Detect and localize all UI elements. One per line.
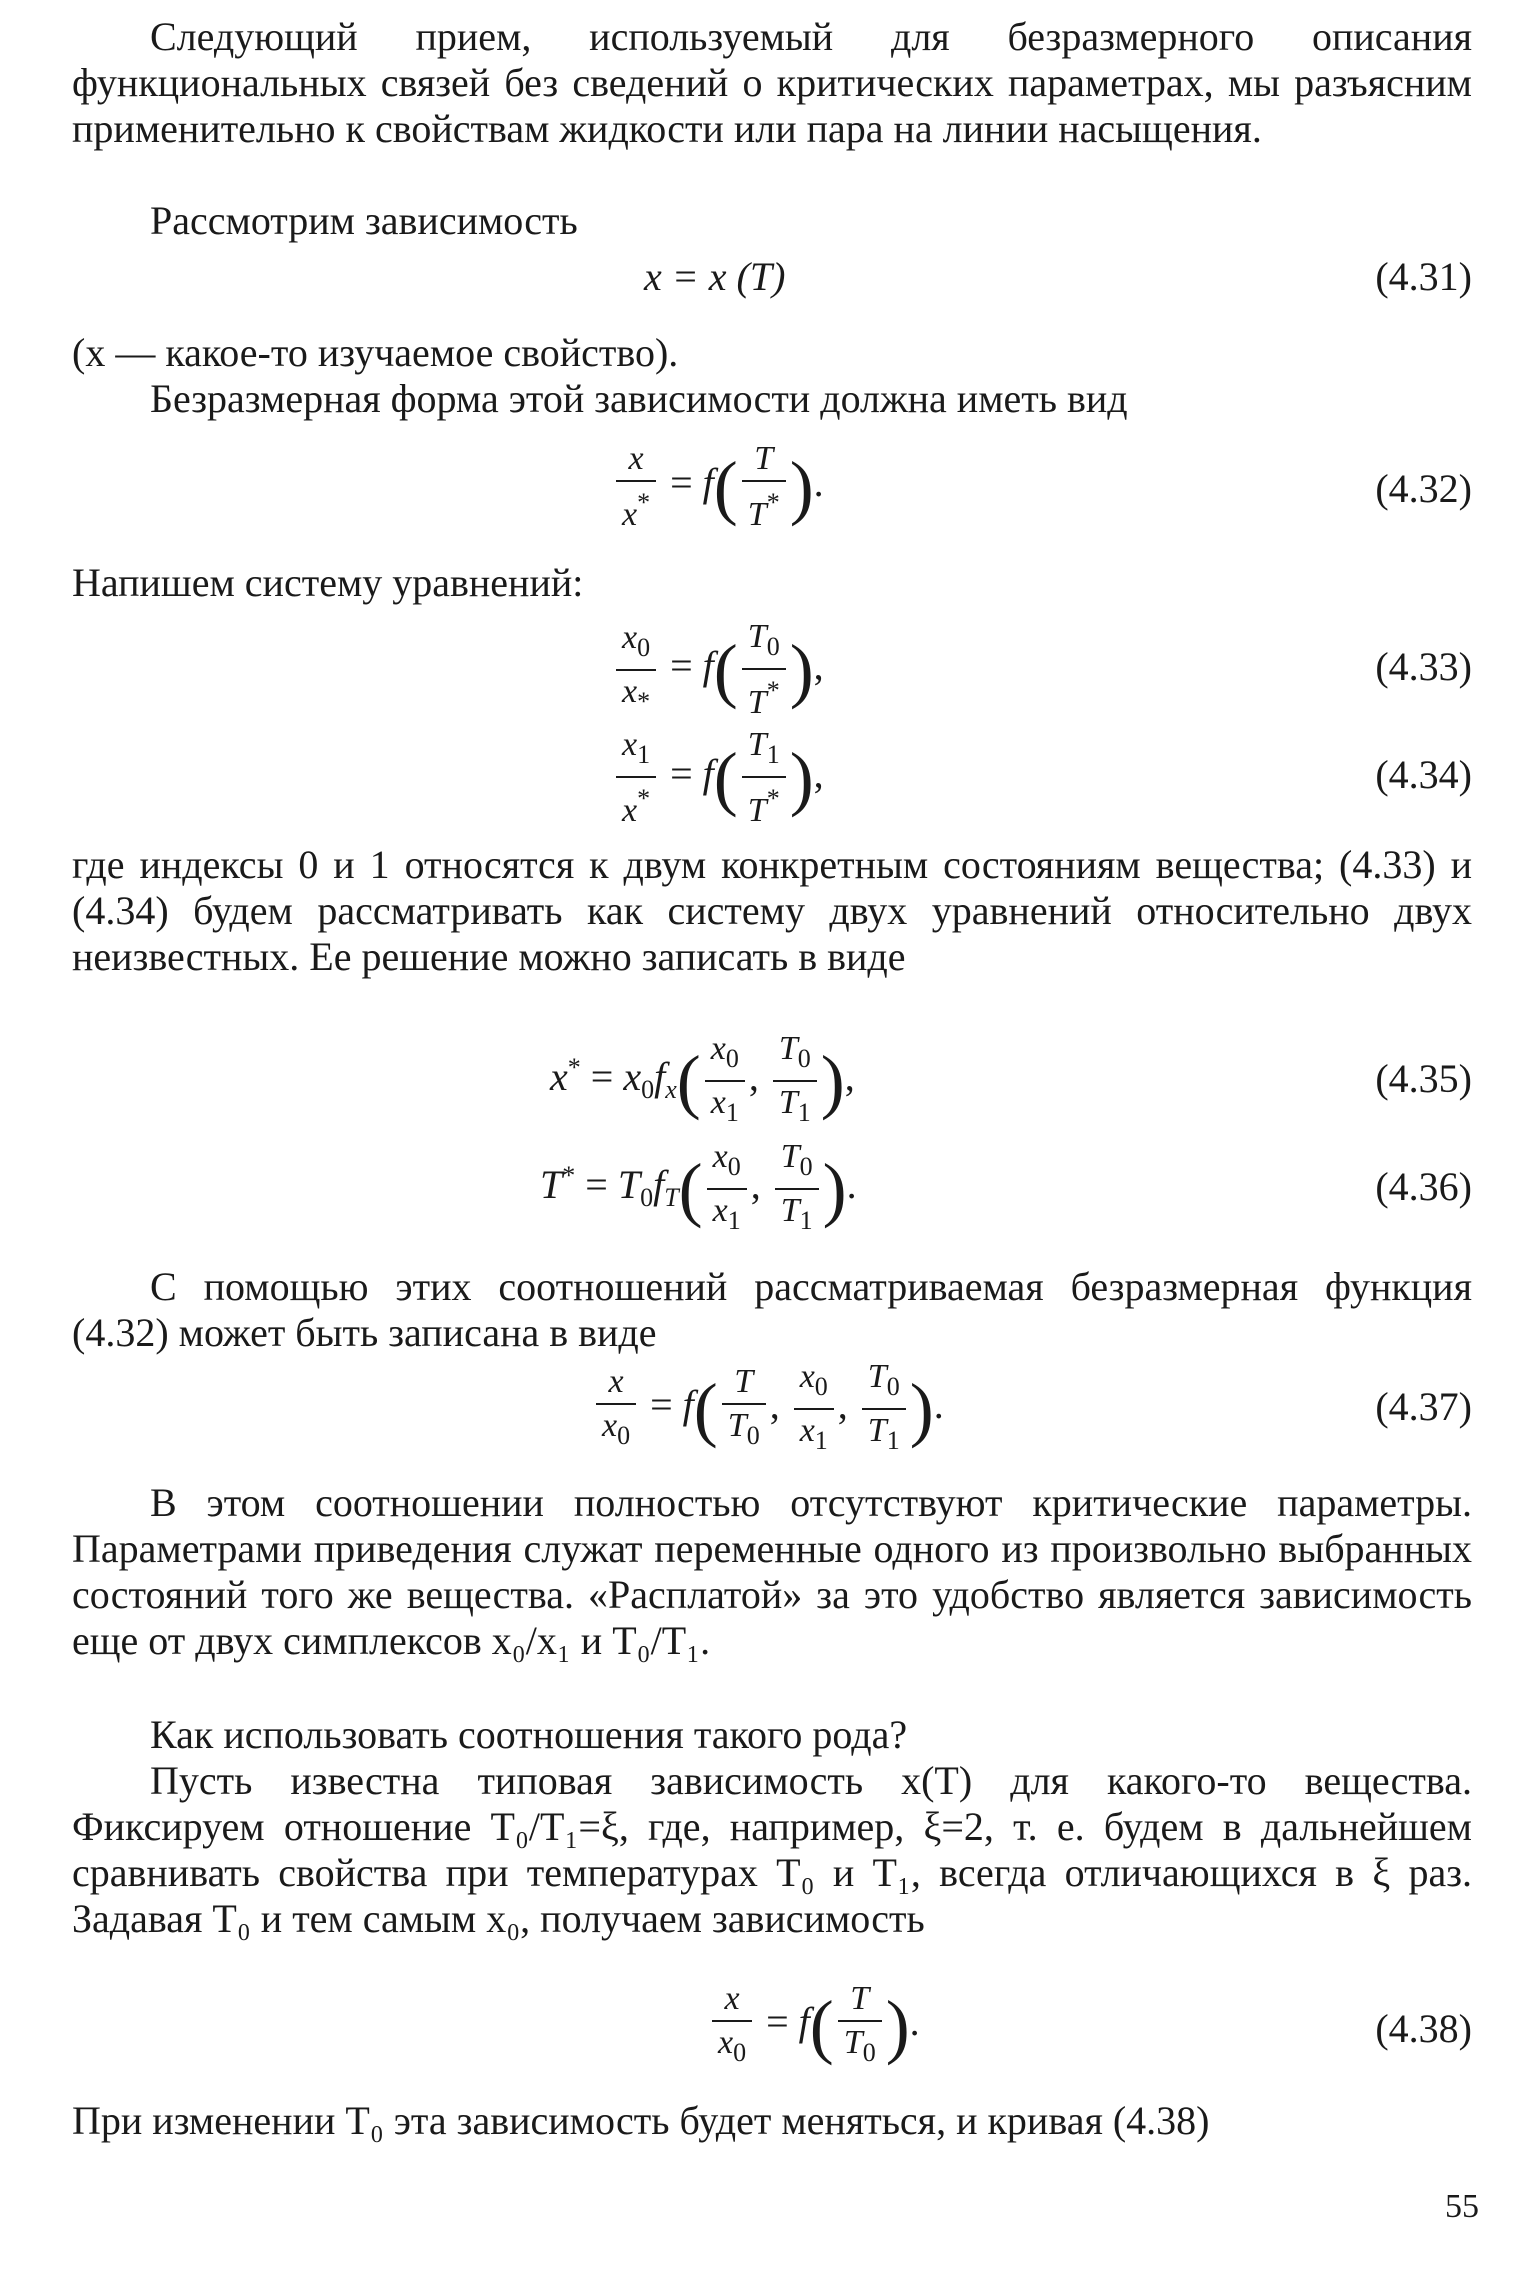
equation-4-34-body: $\frac{x_1}{x^*}$ = f( $\frac{T_1}{T^*}$ ), — [612, 726, 824, 830]
equation-number-4-35: (4.35) — [1375, 1056, 1472, 1101]
paragraph-indices: где индексы 0 и 1 относятся к двум конкретным состояниям вещества; (4.33) и (4.34) будем рассматривать как систему двух уравнений относительно двух неизвестных. Ее решение можно записать в виде — [72, 842, 1472, 979]
paragraph-no-critical: В этом соотношении полностью отсутствуют критические параметры. Параметрами приведения служат переменные одного из произвольно выбранных состояний того же вещества. «Расплатой» за это удобство является зависимость еще от двух симплексов x₀/x₁ и T₀/T₁. — [72, 1480, 1472, 1663]
paragraph-property-note: (x — какое-то изучаемое свойство). — [72, 330, 679, 375]
equation-number-4-33: (4.33) — [1375, 644, 1472, 689]
equation-number-4-31: (4.31) — [1375, 254, 1472, 299]
paragraph-typical-dependence: Пусть известна типовая зависимость x(T) для какого-то вещества. Фиксируем отношение T₀/T₁=ξ, где, например, ξ=2, т. е. будем в дальнейшем сравнивать свойства при температурах T₀ и T₁, всегда отличающихся в ξ раз. Задавая T₀ и тем самым x₀, получаем зависимость — [72, 1758, 1472, 1941]
equation-4-38-body: $\frac{x}{x_0}$ = f( $\frac{T}{T_0}$ ). — [708, 1980, 920, 2072]
paragraph-system: Напишем систему уравнений: — [72, 560, 584, 605]
equation-4-36 — [72, 1138, 1472, 1235]
paragraph-with-help: С помощью этих соотношений рассматриваемая безразмерная функция (4.32) может быть записана в виде — [72, 1264, 1472, 1355]
equation-4-33-body: $\frac{x_0}{x_*}$ = f( $\frac{T_0}{T^*}$ ), — [612, 618, 824, 722]
equation-number-4-37: (4.37) — [1375, 1384, 1472, 1429]
equation-4-36-body: $T^* = T_0f_T$( $\frac{x_0}{x_1}$ , $\frac{T_0}{T_1}$ ). — [540, 1138, 857, 1240]
equation-number-4-36: (4.36) — [1375, 1164, 1472, 1209]
equation-4-37-body: $\frac{x}{x_0}$ = f( $\frac{T}{T_0}$ , $\frac{x_0}{x_1}$ , $\frac{T_0}{T_1}$ ). — [592, 1358, 944, 1460]
equation-number-4-38: (4.38) — [1375, 2006, 1472, 2051]
equation-4-35-body: $x^* = x_0f_x$( $\frac{x_0}{x_1}$ , $\frac{T_0}{T_1}$ ), — [550, 1030, 855, 1132]
equation-4-31 — [72, 254, 1472, 299]
equation-4-32-body: $\frac{x}{x^*}$ = f( $\frac{T}{T^*}$ ). — [612, 440, 824, 534]
page-number: 55 — [1445, 2188, 1479, 2225]
equation-4-37 — [72, 1358, 1472, 1455]
paragraph-consider: Рассмотрим зависимость — [150, 198, 578, 243]
paragraph-intro: Следующий прием, используемый для безразмерного описания функциональных связей без сведений о критических параметрах, мы разъясним применительно к свойствам жидкости или пара на линии насыщения. — [72, 14, 1472, 151]
paragraph-dimensionless-form: Безразмерная форма этой зависимости должна иметь вид — [150, 376, 1128, 421]
equation-4-31-body: x = x (T) — [644, 254, 786, 299]
equation-4-33 — [72, 618, 1472, 721]
paragraph-question: Как использовать соотношения такого рода? — [150, 1712, 908, 1757]
equation-4-38 — [72, 1980, 1472, 2067]
paragraph-change-t0: При изменении T₀ эта зависимость будет меняться, и кривая (4.38) — [72, 2098, 1210, 2143]
equation-4-32 — [72, 440, 1472, 533]
equation-number-4-32: (4.32) — [1375, 466, 1472, 511]
equation-4-34 — [72, 726, 1472, 829]
equation-4-35 — [72, 1030, 1472, 1127]
equation-number-4-34: (4.34) — [1375, 752, 1472, 797]
